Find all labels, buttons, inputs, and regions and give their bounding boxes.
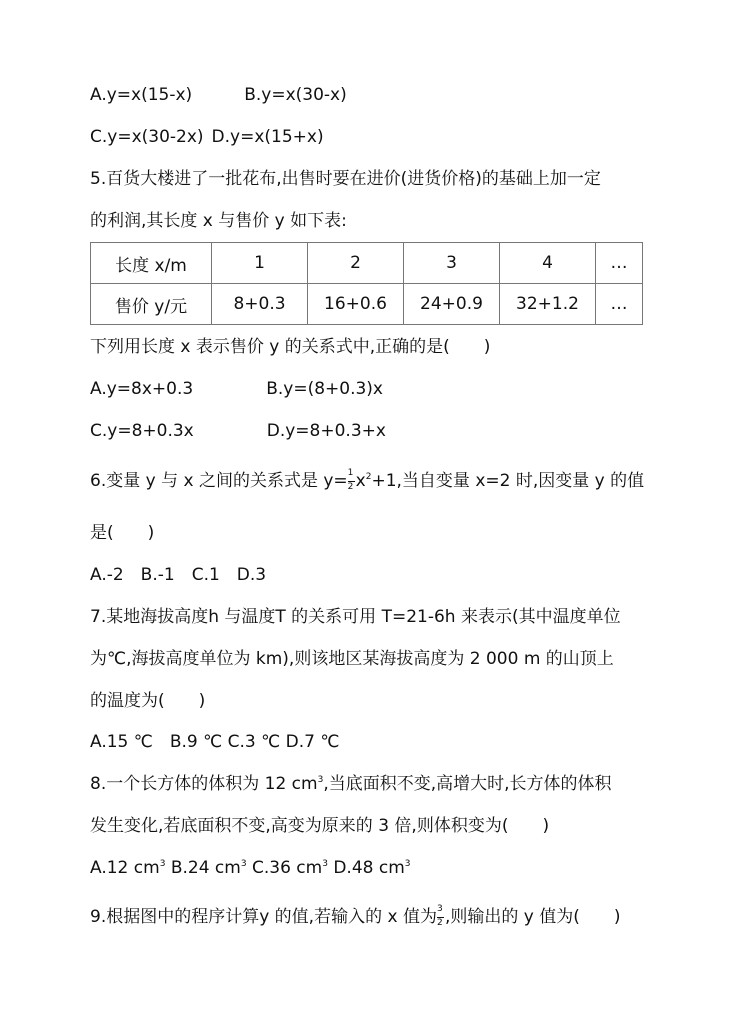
q5-stem-line1: 5.百货大楼进了一批花布,出售时要在进价(进货价格)的基础上加一定: [90, 169, 601, 189]
fraction-numerator: 1: [347, 468, 354, 478]
unit-exponent: 3: [240, 859, 247, 869]
q8-option-c: C.36 cm: [251, 858, 323, 878]
q8-line2: 发生变化,若底面积不变,高变为原来的 3 倍,则体积变为( ): [90, 816, 550, 836]
q9-fraction: [437, 906, 445, 928]
price-table: [90, 242, 643, 325]
q8-line1: [90, 773, 612, 795]
q6-stem-rest: +1,当自变量 x=2 时,因变量 y 的值: [371, 471, 645, 491]
q8-unit-exponent: 3: [317, 775, 324, 785]
q8-option-b: B.24 cm: [170, 858, 241, 878]
q9-text: 9.根据图中的程序计算y 的值,若输入的 x 值为: [90, 907, 437, 927]
q5-question: 下列用长度 x 表示售价 y 的关系式中,正确的是( ): [90, 337, 491, 357]
q9-stem: [90, 906, 621, 928]
unit-exponent: 3: [322, 859, 328, 869]
q8-text: 8.一个长方体的体积为 12 cm: [90, 774, 318, 794]
fraction-numerator: 3: [436, 904, 443, 914]
q4-options-row1: [90, 84, 347, 106]
q5-option-c: C.y=8+0.3x: [90, 421, 194, 441]
table-row: [91, 284, 643, 325]
q8-option-a: A.12 cm: [90, 858, 160, 878]
q8-option-d: D.48 cm: [333, 858, 405, 878]
q5-option-b: B.y=(8+0.3)x: [266, 379, 383, 399]
table-header-price: 售价 y/元: [91, 284, 212, 325]
unit-exponent: 3: [159, 859, 166, 869]
q6-options: A.-2 B.-1 C.1 D.3: [90, 565, 267, 585]
table-cell: 4: [500, 243, 596, 284]
q4-option-a: A.y=x(15-x): [90, 85, 193, 105]
table-cell: 8+0.3: [212, 284, 308, 325]
q9-text-rest: ,则输出的 y 值为( ): [444, 907, 621, 927]
table-cell: 32+1.2: [500, 284, 596, 325]
q8-options: [90, 857, 411, 879]
table-header-length: 长度 x/m: [91, 243, 212, 284]
q5-option-d: D.y=8+0.3+x: [266, 421, 386, 441]
q6-variable: x: [355, 471, 366, 491]
q7-options: A.15 ℃ B.9 ℃ C.3 ℃ D.7 ℃: [90, 732, 340, 752]
q6-stem-line2: 是( ): [90, 523, 155, 543]
table-cell: 2: [308, 243, 404, 284]
q7-line3: 的温度为( ): [90, 691, 206, 711]
fraction-denominator: 2: [436, 918, 443, 928]
unit-exponent: 3: [404, 859, 411, 869]
fraction-denominator: 2: [347, 482, 354, 492]
table-cell: 16+0.6: [308, 284, 404, 325]
q5-option-a: A.y=8x+0.3: [90, 379, 194, 399]
q4-option-c: C.y=x(30-2x): [90, 127, 204, 147]
table-cell: 1: [212, 243, 308, 284]
q7-line1: 7.某地海拔高度h 与温度T 的关系可用 T=21-6h 来表示(其中温度单位: [90, 607, 621, 627]
table-row: [91, 243, 643, 284]
q4-option-d: D.y=x(15+x): [211, 127, 324, 147]
q6-stem-text: 6.变量 y 与 x 之间的关系式是 y=: [90, 471, 348, 491]
q6-stem-line1: [90, 470, 644, 492]
table-cell: …: [596, 284, 643, 325]
q6-exponent: 2: [365, 472, 372, 482]
q7-line2: 为℃,海拔高度单位为 km),则该地区某海拔高度为 2 000 m 的山顶上: [90, 649, 614, 669]
q5-options-row2: [90, 420, 386, 442]
table-cell: 3: [404, 243, 500, 284]
q5-options-row1: [90, 378, 383, 400]
table-cell: 24+0.9: [404, 284, 500, 325]
q6-fraction: [348, 470, 356, 492]
q4-option-b: B.y=x(30-x): [244, 85, 347, 105]
table-cell: …: [596, 243, 643, 284]
q4-options-row2: [90, 126, 324, 148]
q5-stem-line2: 的利润,其长度 x 与售价 y 如下表:: [90, 211, 347, 231]
q8-text-rest: ,当底面积不变,高增大时,长方体的体积: [323, 774, 612, 794]
